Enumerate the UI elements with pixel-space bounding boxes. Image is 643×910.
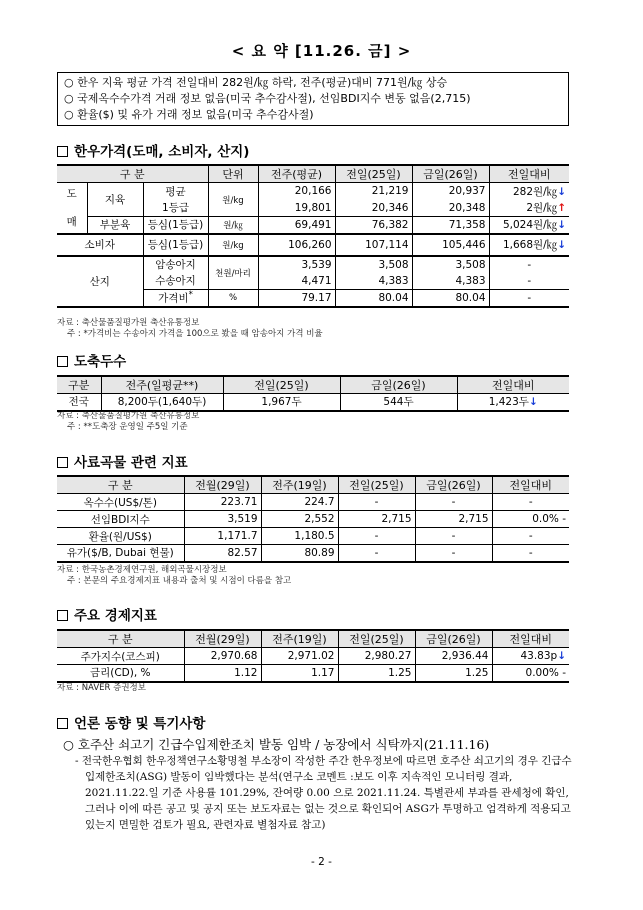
section-title: 주요 경제지표 [74, 608, 157, 624]
header-cell: 전일대비 [492, 476, 569, 494]
down-arrow-icon: ↓ [557, 219, 566, 232]
down-arrow-icon: ↓ [528, 396, 538, 409]
value-cell: 69,491 [258, 217, 335, 234]
note-line: 자료 : 축산물품질평가원 축산유통정보 [57, 318, 200, 328]
value-cell: 224.7 [261, 494, 338, 511]
summary-line: ○ 국제옥수수가격 거래 정보 없음(미국 추수감사절), 선임BDI지수 변동 없음(2,715) [64, 92, 471, 105]
table-row [57, 545, 569, 562]
value-cell: 21,219 [335, 183, 412, 200]
header-cell: 전일(25일) [335, 165, 412, 183]
section-title: 도축두수 [74, 354, 127, 370]
news-headline: ○ 호주산 쇠고기 긴급수입제한조치 발동 임박 / 농장에서 식탁까지(21.11.16) [63, 737, 490, 752]
down-arrow-icon: ↓ [557, 185, 566, 198]
value-cell: 71,358 [412, 217, 489, 234]
unit-cell: 원/kg [208, 183, 258, 217]
value-cell: 19,801 [258, 200, 335, 217]
value-cell: 20,348 [412, 200, 489, 217]
header-cell: 전주(일평균**) [101, 376, 223, 394]
summary-box [57, 72, 569, 126]
table-row [57, 183, 569, 200]
table-header-row [57, 165, 569, 183]
diff-cell: 0.00% - [492, 665, 569, 682]
header-cell: 전일(25일) [223, 376, 340, 394]
note-line: 주 : 본문의 주요경제지표 내용과 출처 및 시점이 다름을 참고 [67, 576, 292, 586]
row-label: 전국 [57, 394, 101, 411]
header-cell: 금일(26일) [415, 476, 492, 494]
header-cell: 전일대비 [489, 165, 569, 183]
checkbox-square-icon [57, 610, 68, 621]
header-cell: 금일(26일) [340, 376, 457, 394]
diff-cell: - [489, 273, 569, 290]
row-label: 평균 [143, 183, 208, 200]
section-title: 언론 동향 및 특기사항 [74, 716, 206, 732]
down-arrow-icon: ↓ [557, 650, 566, 662]
section-feed-grain [57, 451, 188, 471]
unit-cell: 원/kg [208, 234, 258, 256]
value-cell: 1.17 [261, 665, 338, 682]
header-cell: 구 분 [57, 630, 184, 648]
table-row [57, 256, 569, 273]
row-label: 유가($/B, Dubai 현물) [57, 545, 184, 562]
value-cell: - [415, 494, 492, 511]
row-label: 수송아지 [143, 273, 208, 290]
value-cell: 1,171.7 [184, 528, 261, 545]
section-hanwoo-price [57, 140, 249, 160]
section-economy [57, 604, 157, 624]
diff-cell: 1,668원/㎏↓ [489, 234, 569, 256]
value-cell: 223.71 [184, 494, 261, 511]
header-cell: 금일(26일) [415, 630, 492, 648]
value-cell: 80.04 [335, 290, 412, 307]
page-number: - 2 - [311, 856, 332, 868]
row-label: 등심(1등급) [143, 234, 208, 256]
news-block [57, 736, 572, 833]
hanwoo-price-table [57, 164, 569, 308]
header-cell: 전일(25일) [338, 476, 415, 494]
row-label: 소비자 [57, 234, 143, 256]
value-cell: - [338, 545, 415, 562]
row-label: 1등급 [143, 200, 208, 217]
note-line: 자료 : 한국농촌경제연구원, 해외곡물시장정보 [57, 565, 227, 575]
value-cell: 8,200두(1,640두) [101, 394, 223, 411]
diff-cell: - [492, 545, 569, 562]
summary-line: ○ 한우 지육 평균 가격 전일대비 282원/㎏ 하락, 전주(평균)대비 771원/㎏ 상승 [64, 76, 448, 89]
header-cell: 전주(19일) [261, 476, 338, 494]
value-cell: 2,970.68 [184, 648, 261, 665]
value-cell: 2,980.27 [338, 648, 415, 665]
value-cell: 79.17 [258, 290, 335, 307]
value-cell: 105,446 [412, 234, 489, 256]
diff-cell: - [489, 290, 569, 307]
row-label: 금리(CD), % [57, 665, 184, 682]
value-cell: - [415, 545, 492, 562]
value-cell: 3,508 [412, 256, 489, 273]
value-cell: 82.57 [184, 545, 261, 562]
diff-cell: 2원/㎏↑ [489, 200, 569, 217]
value-cell: 2,552 [261, 511, 338, 528]
table-row [57, 217, 569, 234]
note-line: 주 : **도축장 운영일 주5일 기준 [67, 422, 188, 432]
diff-cell: 1,423두↓ [457, 394, 569, 411]
header-cell: 전일대비 [492, 630, 569, 648]
header-cell: 구 분 [57, 476, 184, 494]
value-cell: 1.25 [338, 665, 415, 682]
table-row [57, 394, 569, 411]
section-slaughter [57, 350, 126, 370]
value-cell: 20,166 [258, 183, 335, 200]
checkbox-square-icon [57, 718, 68, 729]
header-cell: 금일(26일) [412, 165, 489, 183]
diff-cell: - [489, 256, 569, 273]
header-cell: 전월(29일) [184, 630, 261, 648]
diff-cell: - [492, 528, 569, 545]
source-note [57, 411, 199, 433]
value-cell: 20,346 [335, 200, 412, 217]
unit-cell: 천원/마리 [208, 256, 258, 290]
header-cell: 전주(19일) [261, 630, 338, 648]
row-label: 가격비* [143, 290, 208, 307]
note-line: 주 : *가격비는 수송아지 가격을 100으로 봤을 때 암송아지 가격 비율 [67, 329, 323, 339]
value-cell: - [338, 528, 415, 545]
table-row [57, 648, 569, 665]
value-cell: 80.89 [261, 545, 338, 562]
checkbox-square-icon [57, 146, 68, 157]
section-media [57, 712, 205, 732]
value-cell: 80.04 [412, 290, 489, 307]
header-cell: 전주(평균) [258, 165, 335, 183]
value-cell: 1.12 [184, 665, 261, 682]
table-header-row [57, 630, 569, 648]
table-row [57, 494, 569, 511]
diff-cell: 43.83p↓ [492, 648, 569, 665]
checkbox-square-icon [57, 457, 68, 468]
value-cell: 3,539 [258, 256, 335, 273]
diff-cell: 0.0% - [492, 511, 569, 528]
value-cell: 106,260 [258, 234, 335, 256]
source-note [57, 565, 291, 587]
value-cell: 1.25 [415, 665, 492, 682]
checkbox-square-icon [57, 356, 68, 367]
up-arrow-icon: ↑ [557, 202, 566, 215]
down-arrow-icon: ↓ [557, 239, 566, 251]
feed-grain-table [57, 475, 569, 563]
value-cell: 4,471 [258, 273, 335, 290]
table-row [57, 234, 569, 256]
header-cell: 구 분 [57, 165, 208, 183]
value-cell: 76,382 [335, 217, 412, 234]
value-cell: 3,508 [335, 256, 412, 273]
note-line: 자료 : NAVER 증권정보 [57, 683, 146, 693]
diff-cell: 282원/㎏↓ [489, 183, 569, 200]
value-cell: 1,180.5 [261, 528, 338, 545]
value-cell: 1,967두 [223, 394, 340, 411]
row-label: 지육 [87, 183, 143, 217]
row-label: 옥수수(US$/톤) [57, 494, 184, 511]
value-cell: 4,383 [335, 273, 412, 290]
diff-cell: 5,024원/㎏↓ [489, 217, 569, 234]
unit-cell: 원/㎏ [208, 217, 258, 234]
header-cell: 구분 [57, 376, 101, 394]
dome-label: 도 매 [57, 183, 87, 234]
section-title: 사료곡물 관련 지표 [74, 455, 188, 471]
section-title: 한우가격(도매, 소비자, 산지) [74, 144, 250, 160]
value-cell: - [415, 528, 492, 545]
row-label: 환율(원/US$) [57, 528, 184, 545]
row-label: 산지 [57, 256, 143, 307]
table-row [57, 528, 569, 545]
row-label: 선임BDI지수 [57, 511, 184, 528]
value-cell: 2,715 [338, 511, 415, 528]
row-label: 주가지수(코스피) [57, 648, 184, 665]
header-cell: 전월(29일) [184, 476, 261, 494]
economy-table [57, 629, 569, 683]
source-note [57, 683, 146, 694]
slaughter-table [57, 375, 569, 412]
value-cell: 544두 [340, 394, 457, 411]
page-title: < 요 약 [11.26. 금] > [231, 42, 412, 60]
row-label: 등심(1등급) [143, 217, 208, 234]
news-body: - 전국한우협회 한우정책연구소황명철 부소장이 작성한 주간 한우정보에 따르면 호주산 쇠고기의 경우 긴급수입제한조치(ASG) 발동이 임박했다는 분석(연구소 코멘트 :보도 이후 지속적인 모니터링 결과, 2021.11.22.일 기준 사용률 101.29%, 잔여량 0.00 으로 2021.11.24. 특별관세 부과를 관세청에 확인, 그러나 이에 따른 공고 및 공지 또는 보도자료는 없는 것으로 확인되어 ASG가 투명하고 엄격하게 적용되고 있는지 면밀한 검토가 필요, 관련자료 별첨자료 참고) [75, 755, 572, 831]
value-cell: 107,114 [335, 234, 412, 256]
diff-cell: - [492, 494, 569, 511]
table-row [57, 511, 569, 528]
value-cell: 20,937 [412, 183, 489, 200]
value-cell: 2,936.44 [415, 648, 492, 665]
value-cell: 4,383 [412, 273, 489, 290]
note-line: 자료 : 축산물품질평가원 축산유통정보 [57, 411, 200, 421]
header-cell: 전일대비 [457, 376, 569, 394]
value-cell: - [338, 494, 415, 511]
source-note [57, 318, 323, 340]
row-label: 부분육 [87, 217, 143, 234]
value-cell: 2,715 [415, 511, 492, 528]
table-header-row [57, 476, 569, 494]
table-header-row [57, 376, 569, 394]
summary-line: ○ 환율($) 및 유가 거래 정보 없음(미국 추수감사절) [64, 108, 314, 121]
row-label: 암송아지 [143, 256, 208, 273]
table-row [57, 665, 569, 682]
value-cell: 3,519 [184, 511, 261, 528]
header-cell: 전일(25일) [338, 630, 415, 648]
value-cell: 2,971.02 [261, 648, 338, 665]
header-cell: 단위 [208, 165, 258, 183]
unit-cell: % [208, 290, 258, 307]
